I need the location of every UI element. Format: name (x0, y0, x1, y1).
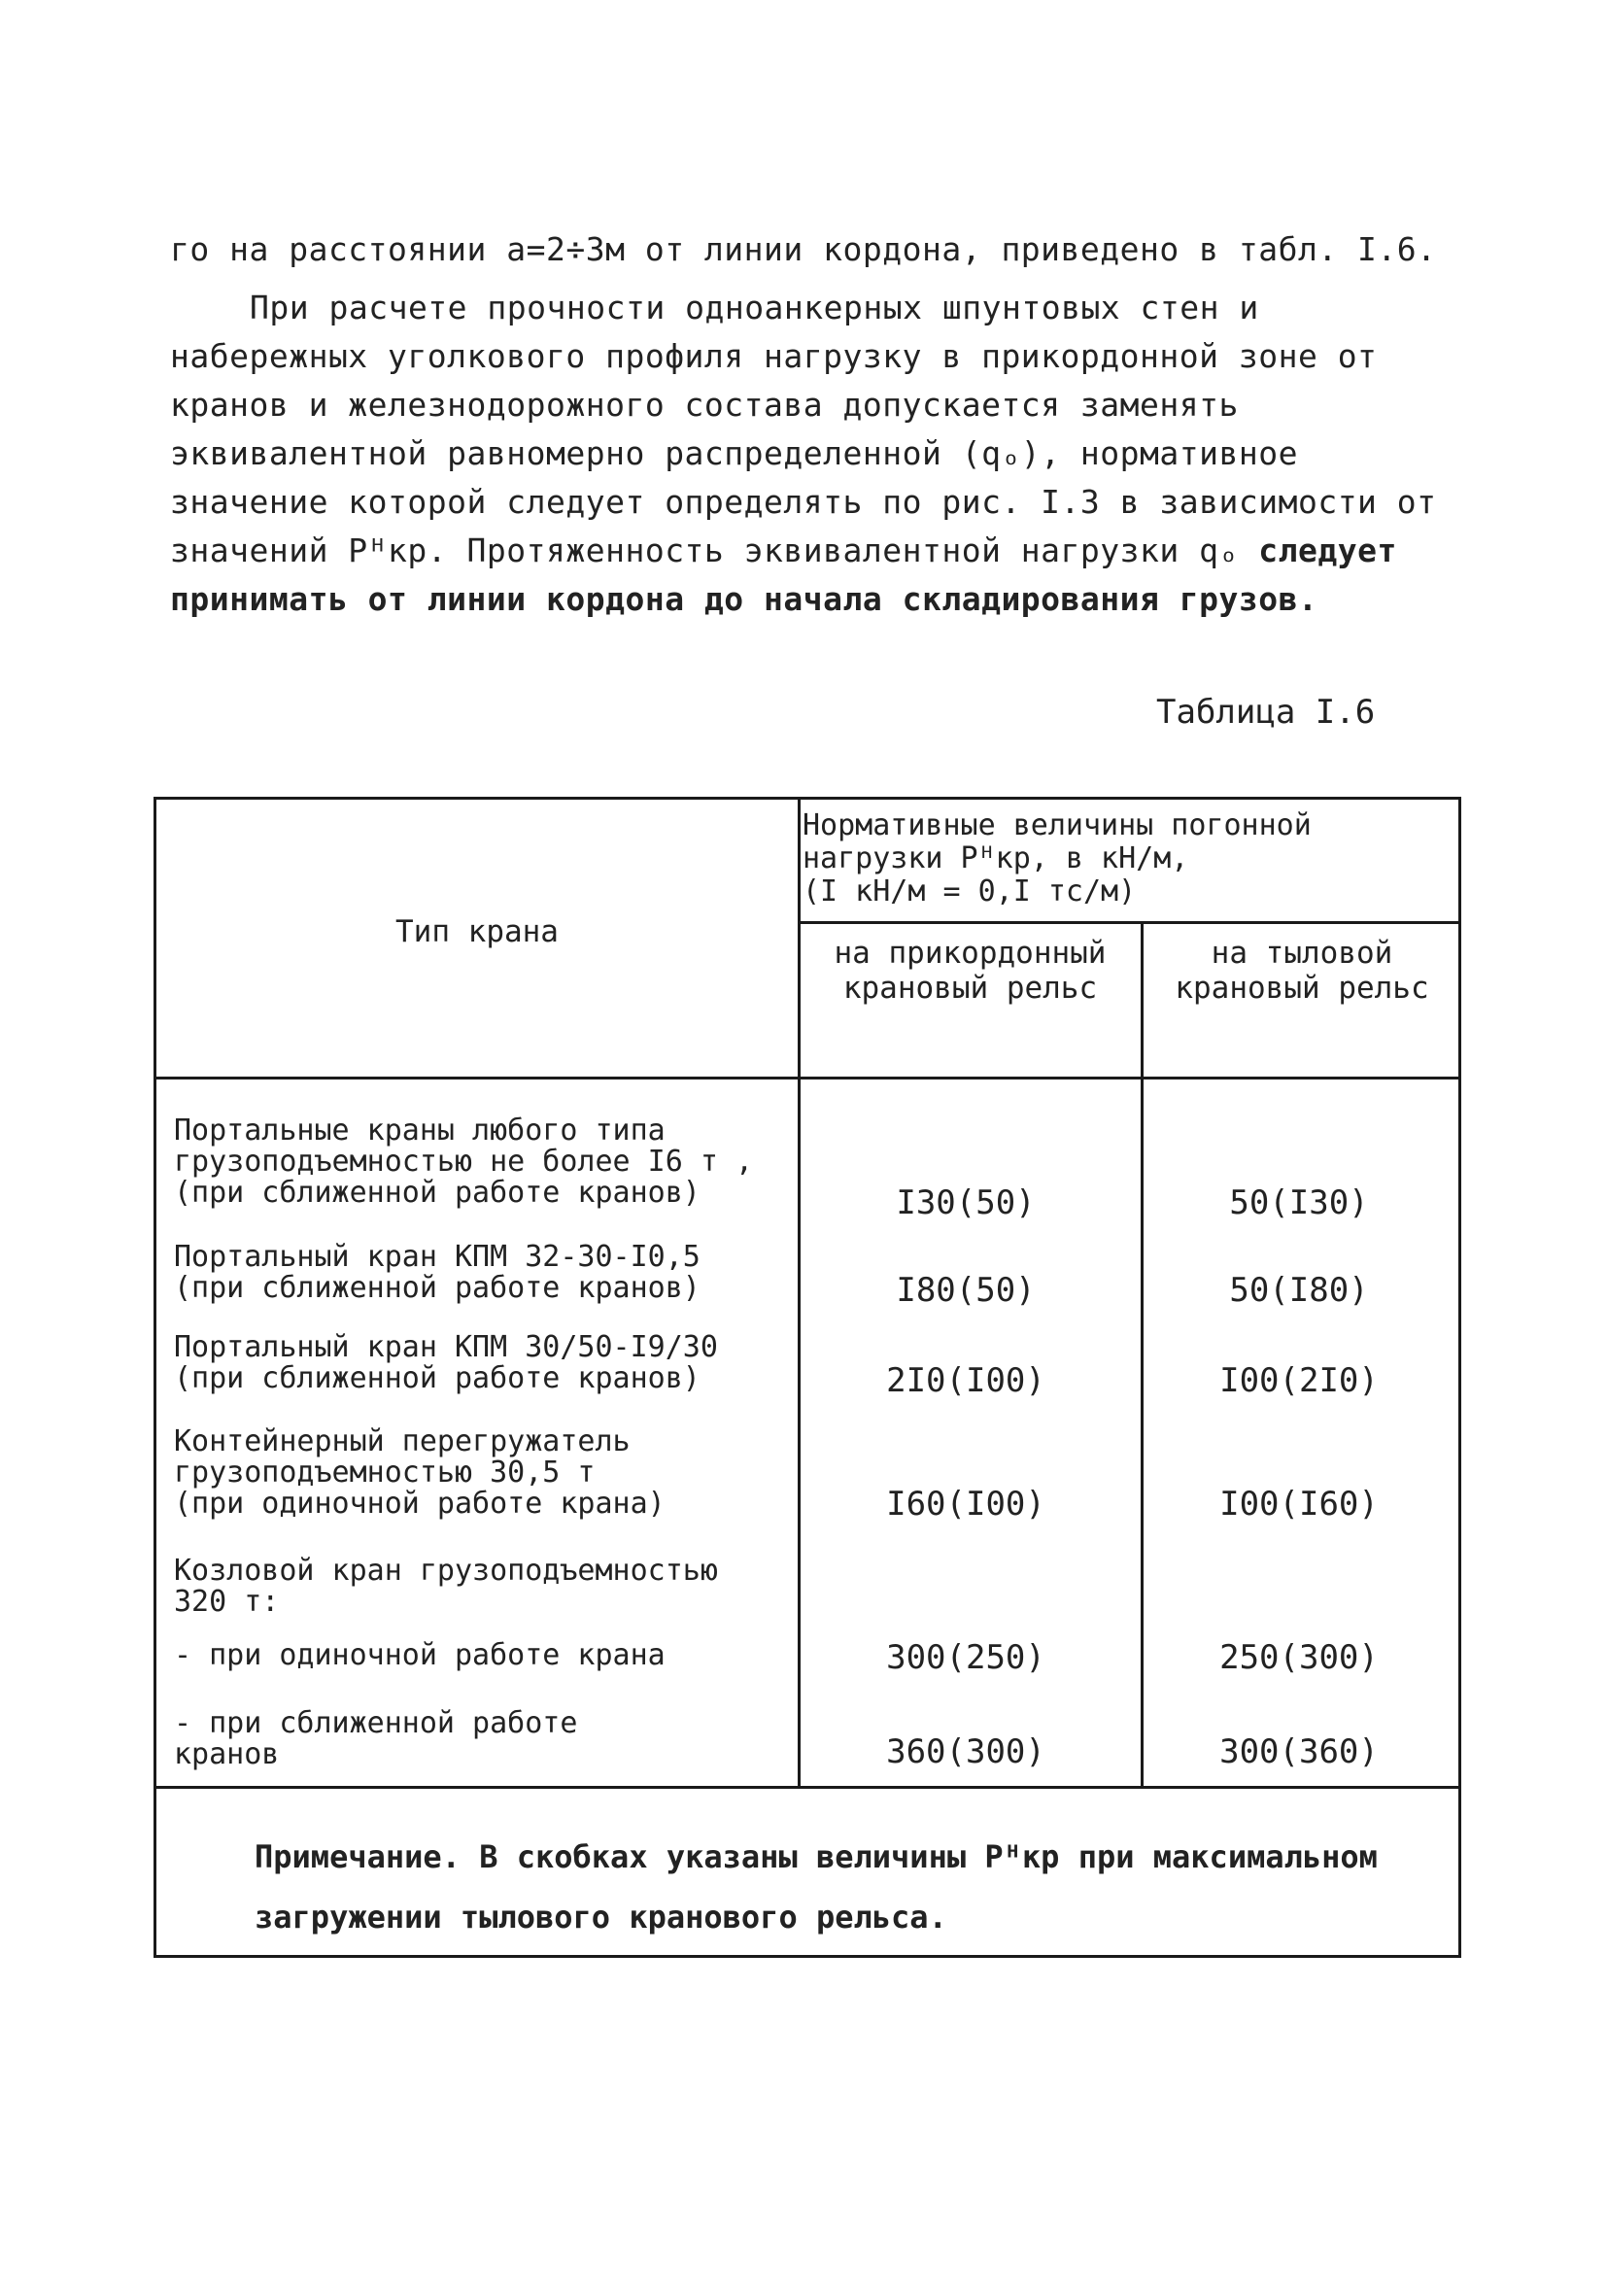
row-7-rear-value: 300(360) (1219, 1732, 1379, 1771)
row-4-front-value: I60(I00) (886, 1485, 1045, 1524)
paragraph-main-tail: следует принимать от линии кордона до начала складирования грузов. (170, 531, 1397, 618)
row-6-rear-value: 250(300) (1219, 1638, 1379, 1677)
row-2-rear-value: 50(I80) (1229, 1271, 1369, 1310)
subheader-divider (798, 921, 1461, 924)
row-7-crane-type: - при сближенной работе кранов (174, 1706, 578, 1771)
row-2-crane-type: Портальный кран КПМ 32-30-I0,5 (при сближенной работе кранов) (174, 1240, 701, 1305)
row-5-crane-type: Козловой кран грузоподъемностью 320 т: (174, 1554, 718, 1619)
row-4-crane-type: Контейнерный перегружатель грузоподъемностью 30,5 т (при одиночной работе крана) (174, 1424, 666, 1521)
paragraph-main (170, 284, 1472, 624)
paragraph-main-body: При расчете прочности одноанкерных шпунтовых стен и набережных уголкового профиля нагрузку в прикордонной зоне от кранов и железнодорожного состава допускается заменять эквивалентной равномерно распределенной (qₒ), нормативное значение которой следует определять по рис. I.3 в зависимости от значений Pᴴкр. Протяженность эквивалентной нагрузки qₒ (170, 289, 1437, 569)
paragraph-continuation: го на расстоянии a=2÷3м от линии кордона, приведено в табл. I.6. (170, 230, 1437, 268)
table-note (175, 1827, 1438, 1947)
row-6-crane-type: - при одиночной работе крана (174, 1638, 666, 1672)
header-load-group: Нормативные величины погонной нагрузки Pᴴкр, в кН/м, (I кН/м = 0,I тс/м) (803, 808, 1312, 908)
row-6-front-value: 300(250) (886, 1638, 1045, 1677)
row-1-front-value: I30(50) (896, 1183, 1036, 1222)
header-rear-rail: на тыловой крановый рельс (1175, 936, 1429, 1006)
load-table (154, 797, 1461, 1958)
row-3-rear-value: I00(2I0) (1219, 1361, 1379, 1400)
table-note-text: Примечание. В скобках указаны величины Pᴴкр при максимальном загружении тылового кранового рельса. (255, 1838, 1378, 1936)
row-7-front-value: 360(300) (886, 1732, 1045, 1771)
row-2-front-value: I80(50) (896, 1271, 1036, 1310)
row-1-crane-type: Портальные краны любого типа грузоподъемностью не более I6 т , (при сближенной работе кранов) (174, 1114, 754, 1210)
row-1-rear-value: 50(I30) (1229, 1183, 1369, 1222)
header-crane-type: Тип крана (395, 914, 559, 949)
body-bottom-divider (156, 1786, 1458, 1789)
table-title: Таблица I.6 (1156, 693, 1376, 732)
row-3-front-value: 2I0(I00) (886, 1361, 1045, 1400)
row-3-crane-type: Портальный кран КПМ 30/50-I9/30 (при сближенной работе кранов) (174, 1330, 718, 1395)
header-front-rail: на прикордонный крановый рельс (834, 936, 1107, 1006)
header-divider (156, 1077, 1458, 1079)
col-divider-1 (798, 800, 801, 1786)
col-divider-2 (1141, 921, 1144, 1786)
row-4-rear-value: I00(I60) (1219, 1485, 1379, 1524)
